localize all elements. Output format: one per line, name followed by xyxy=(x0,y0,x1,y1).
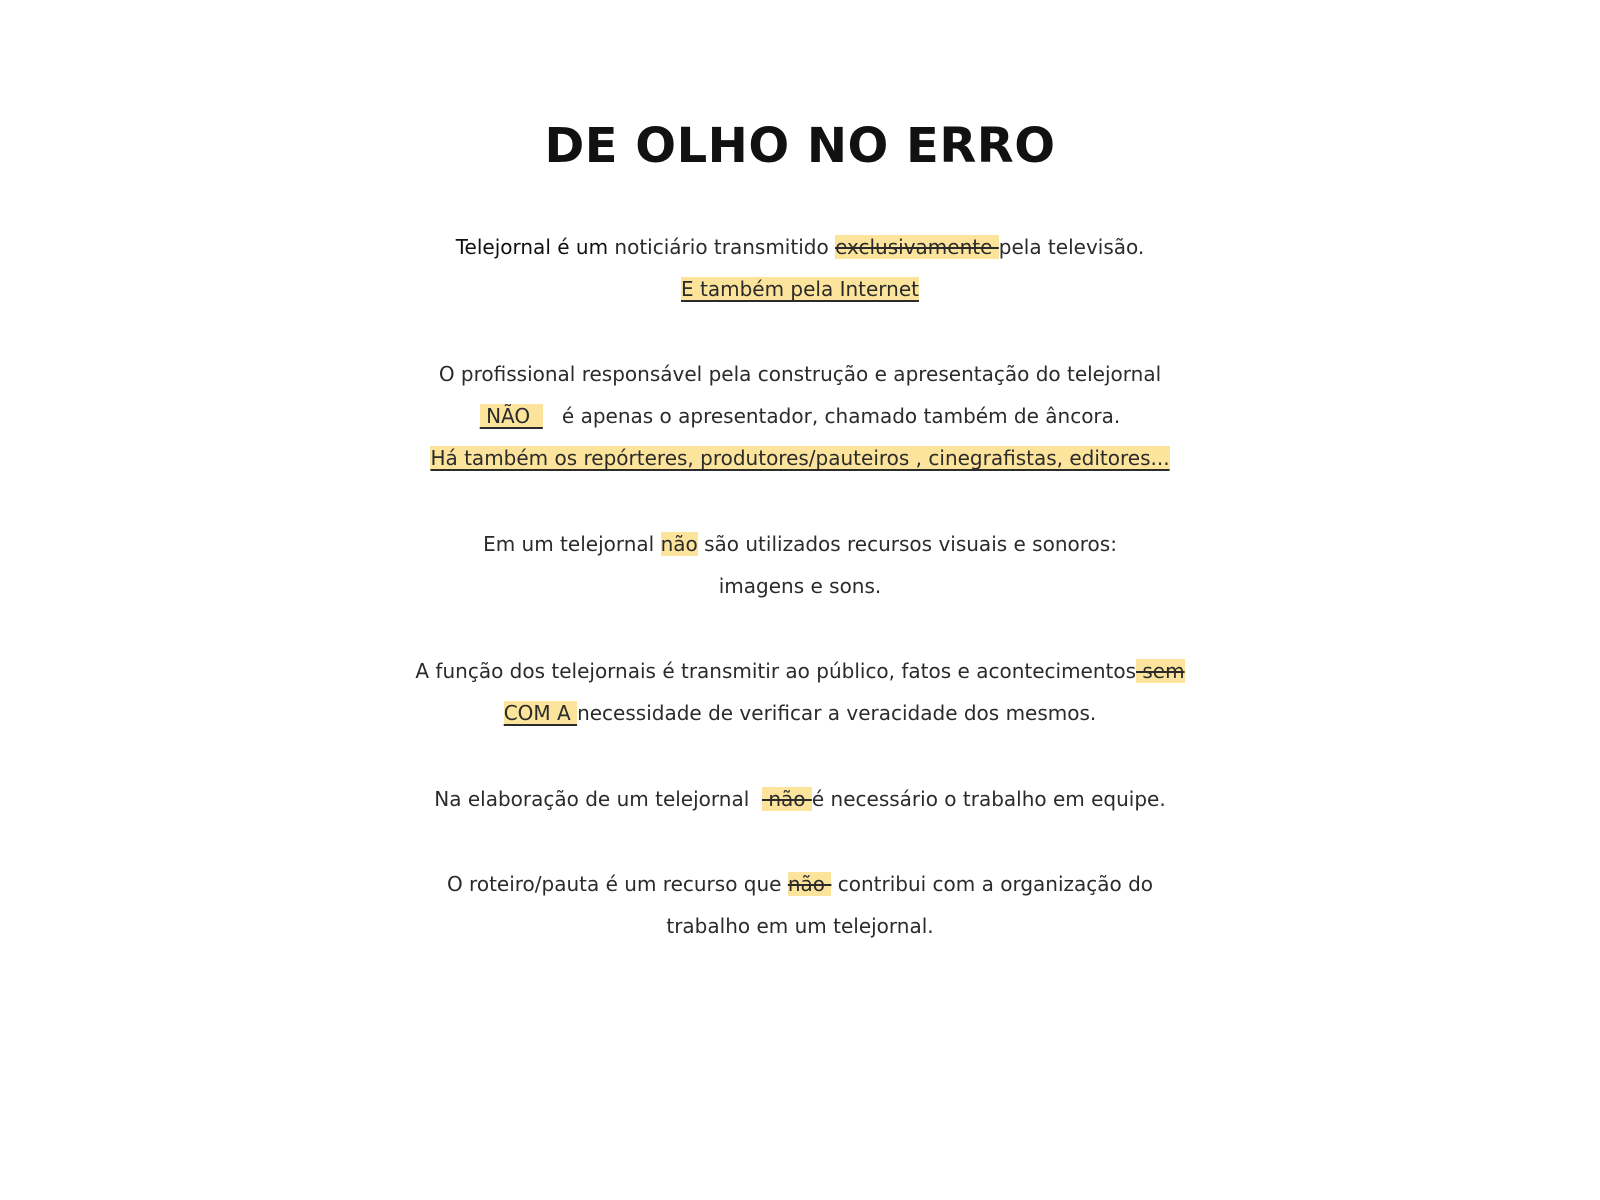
statement-2-line-2 xyxy=(0,395,1600,437)
statement-6-start: O roteiro/pauta é um recurso que xyxy=(446,872,788,896)
statement-5-line-1 xyxy=(0,778,1600,820)
statement-1-start: Telejornal é um xyxy=(455,235,609,259)
statement-3-line-2: imagens e sons. xyxy=(718,574,882,598)
statement-4-rest: necessidade de verificar a veracidade dos mesmos. xyxy=(577,701,1097,725)
statement-3-start: Em um telejornal xyxy=(483,532,661,556)
statement-1-line-1 xyxy=(0,226,1600,268)
page-title: DE OLHO NO ERRO xyxy=(544,118,1056,174)
statement-3-end: são utilizados recursos visuais e sonoros: xyxy=(697,532,1117,556)
statement-5-struck-word: não xyxy=(761,787,812,811)
statement-3-highlighted-word: não xyxy=(660,532,698,556)
statement-2-correction-line xyxy=(0,437,1600,479)
statement-1-correction: E também pela Internet xyxy=(681,277,919,301)
statement-2-inserted-word: NÃO xyxy=(479,404,543,428)
statement-4-start: A função dos telejornais é transmitir ao público, fatos e acontecimentos xyxy=(415,659,1137,683)
statement-5-start: Na elaboração de um telejornal xyxy=(434,787,762,811)
statement-6-end: contribui com a organização do xyxy=(831,872,1154,896)
statement-4-line-1 xyxy=(0,650,1600,692)
statement-4-line-2 xyxy=(0,692,1600,734)
statement-2-rest: é apenas o apresentador, chamado também de âncora. xyxy=(542,404,1121,428)
statement-4-struck-word: sem xyxy=(1136,659,1185,683)
statement-3-line-1 xyxy=(0,523,1600,565)
statement-2-correction: Há também os repórteres, produtores/pauteiros , cinegrafistas, editores... xyxy=(430,446,1170,470)
statement-4-inserted-word: COM A xyxy=(503,701,578,725)
statement-6-struck-word: não xyxy=(787,872,832,896)
statement-6-line-1 xyxy=(0,863,1600,905)
statement-1-end: pela televisão. xyxy=(998,235,1145,259)
statement-1-middle: noticiário transmitido xyxy=(608,235,836,259)
statement-6-line-2: trabalho em um telejornal. xyxy=(666,914,934,938)
statement-2-line-1: O profissional responsável pela construção e apresentação do telejornal xyxy=(438,362,1162,386)
statement-1-struck-word: exclusivamente xyxy=(835,235,999,259)
statement-5-end: é necessário o trabalho em equipe. xyxy=(811,787,1166,811)
statement-1-correction-line xyxy=(0,268,1600,310)
